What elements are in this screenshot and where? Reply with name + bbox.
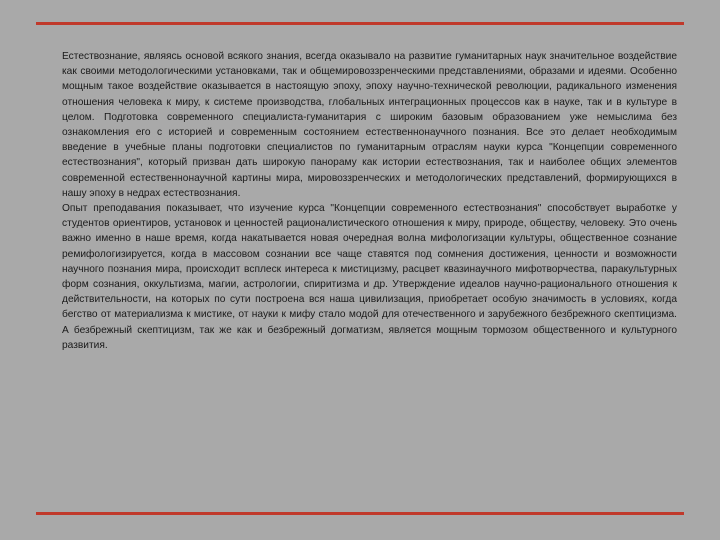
paragraph-1: Естествознание, являясь основой всякого знания, всегда оказывало на развитие гуманитарных наук значительное воздействие как своими методологическими установками, так и общемировоззренческими представлениями, образами и идеями. Особенно мощным такое воздействие оказывается в настоящую эпоху, эпоху научно-технической революции, радикального изменения отношения человека к миру, к системе производства, глобальных интеграционных процессов как в науке, так и в культуре в целом. Подготовка современного специалиста-гуманитария с широким базовым образованием уже немыслима без ознакомления его с историей и современным состоянием естественнонаучного познания. Все это делает необходимым введение в учебные планы подготовки специалистов по гуманитарным отраслям науки курса "Концепции современного естествознания", который призван дать широкую панораму как истории естествознания, так и наиболее общих элементов современной естественнонаучной картины мира, мировоззренческих и методологических представлений, формирующихся в нашу эпоху в недрах естествознания. — [62, 51, 677, 199]
top-divider — [36, 22, 684, 25]
bottom-divider — [36, 512, 684, 515]
slide-body — [62, 49, 677, 353]
paragraph-2: Опыт преподавания показывает, что изучение курса "Концепции современного естествознания" способствует выработке у студентов ориентиров, установок и ценностей рационалистического отношения к миру, природе, обществу, человеку. Это очень важно именно в наше время, когда накатывается новая очередная волна мифологизации культуры, общественное сознание ремифологизируется, когда в массовом сознании все чаще ставятся под сомнения достижения, ценности и возможности научного познания мира, происходит всплеск интереса к мистицизму, расцвет квазинаучного мифотворчества, паракультурных форм сознания, оккультизма, магии, астрологии, спиритизма и др. Утверждение идеалов научно-рационального отношения к действительности, на которых по сути построена вся наша цивилизация, приобретает особую значимость в условиях, когда бегство от материализма к мистике, от науки к мифу стало модой для отечественного и зарубежного безбрежного скептицизма. А безбрежный скептицизм, так же как и безбрежный догматизм, является мощным тормозом общественного и культурного развития. — [62, 203, 677, 351]
